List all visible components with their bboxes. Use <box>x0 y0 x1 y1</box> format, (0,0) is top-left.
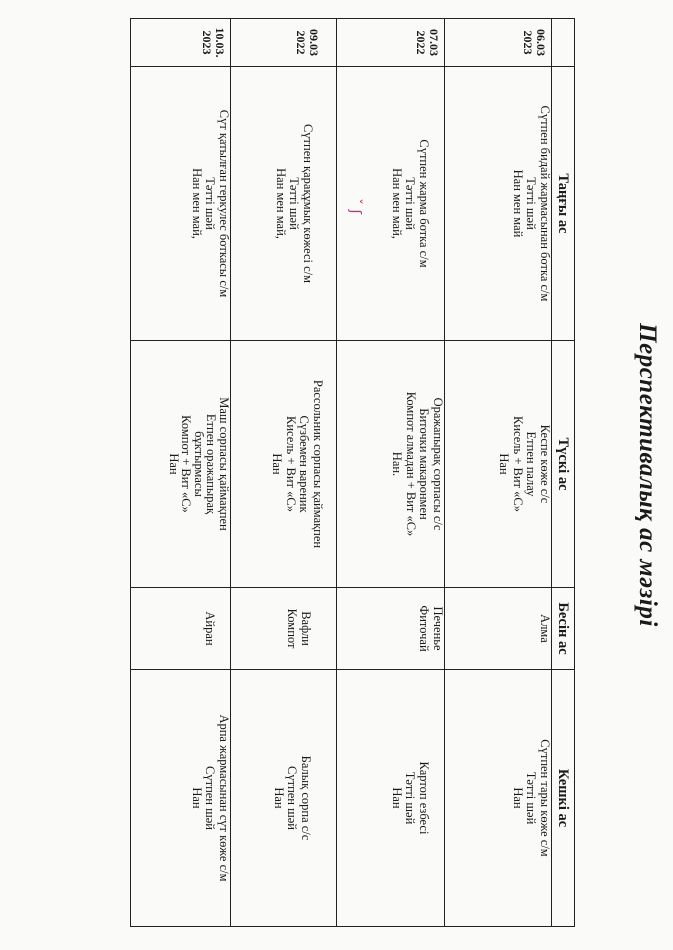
table-row <box>131 19 231 927</box>
table-row <box>231 19 337 927</box>
breakfast-cell: Сүтпен бидай жармасынан ботка с/м Тәтті шәй Нан мен май <box>445 67 552 341</box>
breakfast-cell: Сүтпен қарақұмық көжесі с/м Тәтті шәй Нан мен май, <box>231 67 337 341</box>
snack-cell: Вафли Компот <box>231 588 337 670</box>
lunch-cell: Кеспе көже с/с Етпен палау Кисель + Вит «С» Нан <box>445 341 552 588</box>
dinner-cell: Балық сорпа с/с Сүтпен шәй Нан <box>231 670 337 927</box>
date-cell: 10.03. 2023 <box>131 19 231 67</box>
page-title: Перспективалық ас мәзірі <box>634 323 661 627</box>
header-breakfast: Таңғы ас <box>552 67 575 341</box>
table-row <box>337 19 445 927</box>
snack-cell: Печенье Фиточай <box>337 588 445 670</box>
header-lunch: Түскі ас <box>552 341 575 588</box>
date-cell: 09.03 2022 <box>231 19 337 67</box>
dinner-cell: Арпа жармасынан сүт көже с/м Сүтпен шәй Нан <box>131 670 231 927</box>
snack-cell: Айран <box>131 588 231 670</box>
lunch-cell: Маш сорпасы қаймақпен Етпен оражапырақ бұктырмасы Компот + Вит «С» Нан <box>131 341 231 588</box>
breakfast-cell: Сүтпен жарма ботка с/м Тәтті шәй Нан мен май, <box>337 67 445 341</box>
table-row <box>445 19 552 927</box>
table-header-row <box>552 19 575 927</box>
date-cell: 07.03 2022 <box>337 19 445 67</box>
header-snack: Бесін ас <box>552 588 575 670</box>
menu-table <box>130 18 575 927</box>
date-cell: 06.03 2023 <box>445 19 552 67</box>
header-date <box>552 19 575 67</box>
pen-mark: ˇ ʃ <box>347 198 363 215</box>
lunch-cell: Оражапырақ сорпасы с/с Биточки макаронмен Компот алмадан + Вит «С» Нан. <box>337 341 445 588</box>
dinner-cell: Сүтпен тары көже с/м Тәтті шәй Нан <box>445 670 552 927</box>
header-dinner: Кешкі ас <box>552 670 575 927</box>
breakfast-cell: Сүт қатылған геркулес боткасы с/м Тәтті шәй Нан мен май, <box>131 67 231 341</box>
snack-cell: Алма <box>445 588 552 670</box>
lunch-cell: Рассольник сорпасы қаймақпен Сүзбемен вареник Кисель + Вит «С» Нан <box>231 341 337 588</box>
dinner-cell: Картоп езбесі Тәтті шәй Нан <box>337 670 445 927</box>
